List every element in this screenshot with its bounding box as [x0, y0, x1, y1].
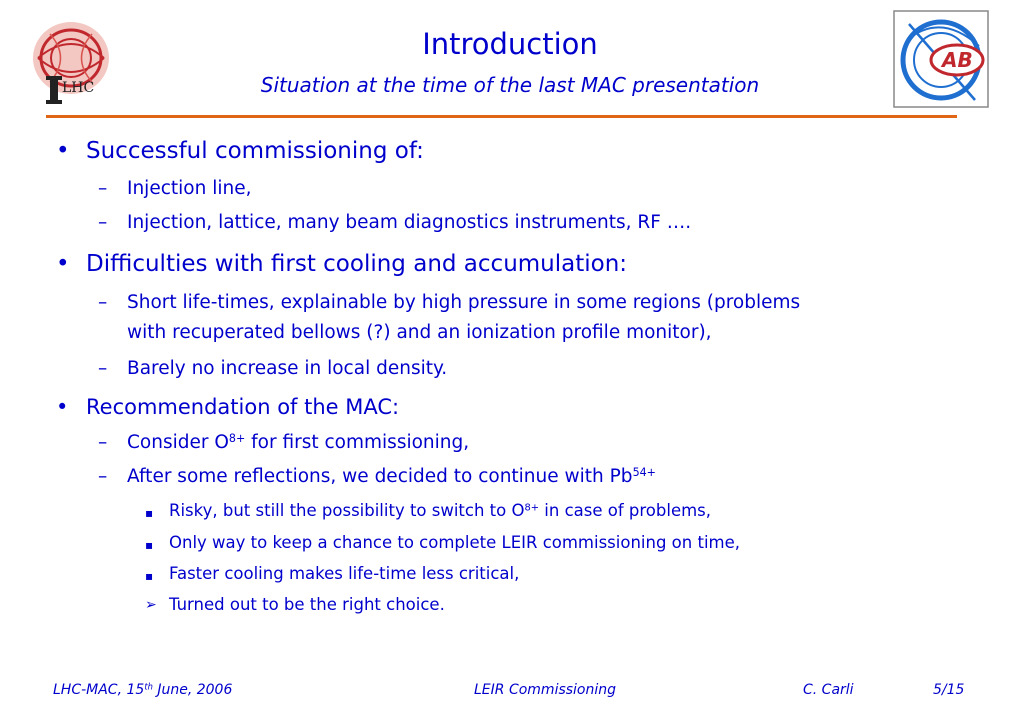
square-marker: ▪ [145, 569, 154, 583]
ab-logo-text: AB [942, 48, 973, 72]
subsubbullet-text: Only way to keep a chance to complete LEIR commissioning on time, [169, 533, 740, 552]
square-marker: ▪ [145, 538, 154, 552]
arrow-marker-icon: ➢ [145, 597, 157, 613]
bullet-text: Successful commissioning of: [86, 138, 424, 164]
dash-marker: – [98, 358, 108, 379]
subbullet-text: Consider $O^{8+}$ for first commissioning, [127, 431, 470, 453]
footer-page-number: 5/15 [933, 682, 965, 698]
subbullet-text: Injection line, [127, 178, 252, 199]
ab-logo [893, 10, 989, 108]
bullet-marker: • [56, 138, 70, 164]
slide-subtitle: Situation at the time of the last MAC presentation [260, 73, 760, 97]
subbullet-text: After some reflections, we decided to continue with $Pb^{54+}$ [127, 465, 656, 487]
footer-date: LHC-MAC, 15th June, 2006 [53, 681, 233, 698]
square-marker: ▪ [145, 506, 154, 520]
footer-title: LEIR Commissioning [474, 682, 617, 698]
subbullet-text-line1: Short life-times, explainable by high pressure in some regions (problems [127, 292, 801, 313]
dash-marker: – [98, 292, 108, 313]
subsubbullet-text: Risky, but still the possibility to switch to $O^{8+}$ in case of problems, [169, 501, 712, 520]
dash-marker: – [98, 178, 108, 199]
dash-marker: – [98, 466, 108, 487]
bullet-marker: • [56, 251, 70, 277]
dash-marker: – [98, 432, 108, 453]
slide-title: Introduction [422, 27, 598, 61]
lhc-logo-text: LHC [62, 80, 95, 96]
subbullet-text: Barely no increase in local density. [127, 358, 448, 379]
bullet-text: Difficulties with first cooling and accumulation: [86, 251, 628, 277]
header-divider [46, 115, 957, 118]
subbullet-text-line2: with recuperated bellows (?) and an ionization profile monitor), [127, 322, 712, 343]
bullet-text: Recommendation of the MAC: [86, 395, 400, 419]
subsubbullet-text: Faster cooling makes life-time less critical, [169, 564, 520, 583]
lhc-logo [30, 20, 112, 108]
footer-author: C. Carli [803, 682, 854, 698]
subbullet-text: Injection, lattice, many beam diagnostics instruments, RF …. [127, 212, 692, 233]
ab-emblem-icon [893, 10, 989, 108]
bullet-marker: • [56, 395, 69, 419]
subsubbullet-text: Turned out to be the right choice. [169, 595, 445, 614]
dash-marker: – [98, 212, 108, 233]
